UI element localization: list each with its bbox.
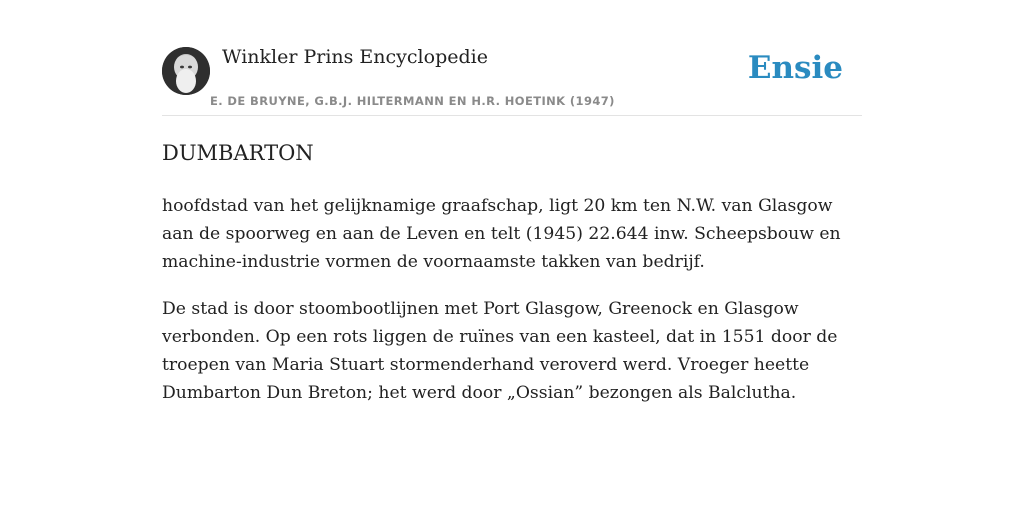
portrait-image bbox=[162, 47, 210, 95]
entry-paragraph: De stad is door stoombootlijnen met Port Glasgow, Greenock en Glasgow verbonden. Op een rots liggen de ruïnes van een kasteel, dat in 1551 door de troepen van Maria Stuart stormenderhand veroverd werd. Vroeger heette Dumbarton Dun Breton; het werd door „Ossian” bezongen als Balclutha. bbox=[162, 299, 838, 403]
entry-title: DUMBARTON bbox=[162, 141, 314, 165]
page bbox=[162, 0, 862, 403]
entry-paragraph: hoofdstad van het gelijknamige graafschap, ligt 20 km ten N.W. van Glasgow aan de spoorweg en aan de Leven en telt (1945) 22.644 inw. Scheepsbouw en machine-industrie vormen de voornaamste takken van bedrijf. bbox=[162, 196, 841, 272]
entry-body bbox=[162, 192, 862, 426]
brand-logo-link[interactable]: Ensie bbox=[747, 50, 843, 86]
authors-credit: E. DE BRUYNE, G.B.J. HILTERMANN EN H.R. HOETINK (1947) bbox=[210, 94, 615, 108]
header bbox=[162, 0, 862, 116]
site-title[interactable]: Winkler Prins Encyclopedie bbox=[222, 46, 488, 68]
author-avatar[interactable] bbox=[162, 47, 210, 95]
